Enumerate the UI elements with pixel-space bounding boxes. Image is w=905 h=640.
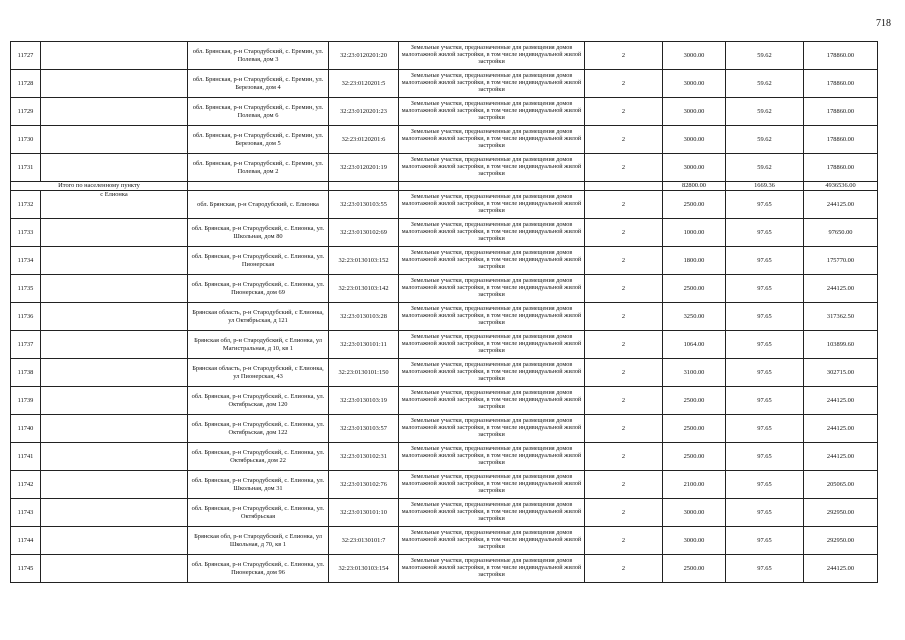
row-number: 11738	[11, 359, 41, 387]
cadastral-number-cell: 32:23:0130103:142	[329, 275, 399, 303]
address-cell: обл. Брянская, р-н Стародубский, с. Еремин, ул. Полевая, дом 2	[188, 154, 329, 182]
specific-value-cell: 97.65	[726, 331, 804, 359]
cadastral-number-cell: 32:23:0130103:55	[329, 191, 399, 219]
cadastral-number-cell: 32:23:0120201:20	[329, 42, 399, 70]
row-number: 11737	[11, 331, 41, 359]
settlement-cell	[41, 331, 188, 359]
row-number: 11735	[11, 275, 41, 303]
row-number: 11731	[11, 154, 41, 182]
settlement-cell	[41, 42, 188, 70]
settlement-cell	[41, 98, 188, 126]
table-row	[11, 98, 878, 126]
cadastral-value-cell: 175770.00	[804, 247, 878, 275]
group-code-cell: 2	[585, 471, 663, 499]
address-cell: обл. Брянская, р-н Стародубский, с. Елионка, ул. Октябрьская, дом 122	[188, 415, 329, 443]
table-row	[11, 275, 878, 303]
land-purpose-cell: Земельные участки, предназначенные для размещения домов малоэтажной жилой застройки, в том числе индивидуальной жилой застройки	[399, 555, 585, 583]
cadastral-value-cell: 178860.00	[804, 98, 878, 126]
settlement-cell	[41, 387, 188, 415]
specific-value-cell: 59.62	[726, 70, 804, 98]
cadastral-number-cell: 32:23:0130103:57	[329, 415, 399, 443]
settlement-cell	[41, 471, 188, 499]
group-code-cell: 2	[585, 42, 663, 70]
table-row	[11, 154, 878, 182]
address-cell: Брянская область, р-н Стародубский, с Елионка, ул Октябрьская, д 121	[188, 303, 329, 331]
table-row	[11, 471, 878, 499]
table-row	[11, 387, 878, 415]
table-row	[11, 555, 878, 583]
cadastral-number-cell: 32:23:0130101:7	[329, 527, 399, 555]
group-code-cell: 2	[585, 275, 663, 303]
settlement-cell	[41, 154, 188, 182]
cadastral-value-cell: 317362.50	[804, 303, 878, 331]
row-number: 11736	[11, 303, 41, 331]
settlement-cell	[41, 499, 188, 527]
cadastral-value-cell: 292950.00	[804, 527, 878, 555]
specific-value-cell: 97.65	[726, 275, 804, 303]
cadastral-number-cell: 32:23:0130101:10	[329, 499, 399, 527]
table-row	[11, 70, 878, 98]
row-number: 11729	[11, 98, 41, 126]
row-number: 11728	[11, 70, 41, 98]
group-code-cell: 2	[585, 70, 663, 98]
table-row	[11, 219, 878, 247]
group-code-cell: 2	[585, 98, 663, 126]
row-number: 11743	[11, 499, 41, 527]
address-cell: обл. Брянская, р-н Стародубский, с. Елионка, ул. Школьная, дом 80	[188, 219, 329, 247]
specific-value-cell: 97.65	[726, 191, 804, 219]
specific-value-cell: 59.62	[726, 154, 804, 182]
address-cell: обл. Брянская, р-н Стародубский, с. Елионка, ул. Октябрьская	[188, 499, 329, 527]
table-row	[11, 415, 878, 443]
specific-value-cell: 97.65	[726, 247, 804, 275]
specific-value-cell: 59.62	[726, 42, 804, 70]
cadastral-value-cell: 178860.00	[804, 154, 878, 182]
land-purpose-cell: Земельные участки, предназначенные для размещения домов малоэтажной жилой застройки, в том числе индивидуальной жилой застройки	[399, 471, 585, 499]
address-cell: обл. Брянская, р-н Стародубский, с. Елионка, ул. Пионерская	[188, 247, 329, 275]
group-code-cell: 2	[585, 191, 663, 219]
land-purpose-cell: Земельные участки, предназначенные для размещения домов малоэтажной жилой застройки, в том числе индивидуальной жилой застройки	[399, 98, 585, 126]
cadastral-number-cell: 32:23:0120201:19	[329, 154, 399, 182]
table-row	[11, 359, 878, 387]
specific-value-cell: 97.65	[726, 471, 804, 499]
cadastral-value-cell: 205065.00	[804, 471, 878, 499]
specific-value-cell: 97.65	[726, 555, 804, 583]
area-cell: 2500.00	[663, 387, 726, 415]
table-row	[11, 126, 878, 154]
specific-value-cell: 97.65	[726, 527, 804, 555]
cadastral-value-cell: 178860.00	[804, 70, 878, 98]
cadastral-value-cell: 292950.00	[804, 499, 878, 527]
registry-summary	[11, 182, 878, 191]
cadastral-number-cell: 32:23:0130103:28	[329, 303, 399, 331]
cadastral-value-cell: 178860.00	[804, 42, 878, 70]
land-purpose-cell: Земельные участки, предназначенные для размещения домов малоэтажной жилой застройки, в том числе индивидуальной жилой застройки	[399, 191, 585, 219]
area-cell: 3000.00	[663, 98, 726, 126]
address-cell: обл. Брянская, р-н Стародубский, с. Елионка, ул. Октябрьская, дом 120	[188, 387, 329, 415]
area-cell: 1064.00	[663, 331, 726, 359]
cadastral-number-cell: 32:23:0130101:150	[329, 359, 399, 387]
settlement-cell	[41, 443, 188, 471]
settlement-cell	[41, 247, 188, 275]
area-cell: 2500.00	[663, 443, 726, 471]
total-area: 82800.00	[663, 182, 726, 191]
group-code-cell: 2	[585, 303, 663, 331]
total-row	[11, 182, 878, 191]
area-cell: 2500.00	[663, 275, 726, 303]
group-code-cell: 2	[585, 331, 663, 359]
land-purpose-cell: Земельные участки, предназначенные для размещения домов малоэтажной жилой застройки, в том числе индивидуальной жилой застройки	[399, 527, 585, 555]
row-number: 11733	[11, 219, 41, 247]
land-purpose-cell: Земельные участки, предназначенные для размещения домов малоэтажной жилой застройки, в том числе индивидуальной жилой застройки	[399, 443, 585, 471]
cadastral-value-cell: 244125.00	[804, 191, 878, 219]
area-cell: 1000.00	[663, 219, 726, 247]
address-cell: обл. Брянская, р-н Стародубский, с. Елионка, ул. Школьная, дом 31	[188, 471, 329, 499]
area-cell: 3250.00	[663, 303, 726, 331]
land-purpose-cell: Земельные участки, предназначенные для размещения домов малоэтажной жилой застройки, в том числе индивидуальной жилой застройки	[399, 247, 585, 275]
area-cell: 1800.00	[663, 247, 726, 275]
address-cell: Брянская обл, р-н Стародубский, с Елионка, ул Магистральная, д 10, кв 1	[188, 331, 329, 359]
specific-value-cell: 97.65	[726, 443, 804, 471]
cadastral-number-cell: 32:23:0130101:11	[329, 331, 399, 359]
settlement-cell	[41, 70, 188, 98]
row-number: 11741	[11, 443, 41, 471]
area-cell: 2100.00	[663, 471, 726, 499]
group-code-cell: 2	[585, 126, 663, 154]
row-number: 11730	[11, 126, 41, 154]
table-row	[11, 527, 878, 555]
area-cell: 3000.00	[663, 154, 726, 182]
area-cell: 3000.00	[663, 70, 726, 98]
settlement-cell	[41, 527, 188, 555]
table-row	[11, 443, 878, 471]
group-code-cell: 2	[585, 387, 663, 415]
cadastral-value-cell: 244125.00	[804, 555, 878, 583]
specific-value-cell: 59.62	[726, 98, 804, 126]
registry-rows-after-total	[11, 191, 878, 583]
row-number: 11744	[11, 527, 41, 555]
group-code-cell: 2	[585, 359, 663, 387]
land-purpose-cell: Земельные участки, предназначенные для размещения домов малоэтажной жилой застройки, в том числе индивидуальной жилой застройки	[399, 359, 585, 387]
row-number: 11740	[11, 415, 41, 443]
total-rate: 1669.36	[726, 182, 804, 191]
cadastral-number-cell: 32:23:0130102:76	[329, 471, 399, 499]
group-code-cell: 2	[585, 154, 663, 182]
cadastral-value-cell: 97650.00	[804, 219, 878, 247]
specific-value-cell: 97.65	[726, 387, 804, 415]
table-row	[11, 331, 878, 359]
specific-value-cell: 97.65	[726, 303, 804, 331]
area-cell: 3000.00	[663, 126, 726, 154]
cadastral-value-cell: 302715.00	[804, 359, 878, 387]
address-cell: обл. Брянская, р-н Стародубский, с. Еремин, ул. Березовая, дом 5	[188, 126, 329, 154]
cadastral-value-cell: 244125.00	[804, 387, 878, 415]
area-cell: 3000.00	[663, 527, 726, 555]
land-purpose-cell: Земельные участки, предназначенные для размещения домов малоэтажной жилой застройки, в том числе индивидуальной жилой застройки	[399, 303, 585, 331]
table-row	[11, 499, 878, 527]
total-label: Итого по населенному пункту	[11, 182, 188, 191]
cadastral-value-cell: 103899.60	[804, 331, 878, 359]
area-cell: 2500.00	[663, 555, 726, 583]
row-number: 11734	[11, 247, 41, 275]
cadastral-value-cell: 244125.00	[804, 443, 878, 471]
settlement-cell	[41, 415, 188, 443]
registry-rows-before-total	[11, 42, 878, 182]
area-cell: 3100.00	[663, 359, 726, 387]
specific-value-cell: 97.65	[726, 219, 804, 247]
cadastral-number-cell: 32:23:0130102:31	[329, 443, 399, 471]
specific-value-cell: 97.65	[726, 415, 804, 443]
specific-value-cell: 97.65	[726, 499, 804, 527]
page-number: 718	[876, 18, 891, 29]
land-purpose-cell: Земельные участки, предназначенные для размещения домов малоэтажной жилой застройки, в том числе индивидуальной жилой застройки	[399, 42, 585, 70]
area-cell: 2500.00	[663, 415, 726, 443]
cadastral-number-cell: 32:23:0120201:5	[329, 70, 399, 98]
group-code-cell: 2	[585, 247, 663, 275]
settlement-label: с Елионка	[41, 191, 188, 219]
table-row	[11, 303, 878, 331]
row-number: 11727	[11, 42, 41, 70]
cadastral-number-cell: 32:23:0130103:19	[329, 387, 399, 415]
group-code-cell: 2	[585, 443, 663, 471]
cadastral-value-cell: 244125.00	[804, 415, 878, 443]
specific-value-cell: 97.65	[726, 359, 804, 387]
land-purpose-cell: Земельные участки, предназначенные для размещения домов малоэтажной жилой застройки, в том числе индивидуальной жилой застройки	[399, 415, 585, 443]
row-number: 11739	[11, 387, 41, 415]
group-code-cell: 2	[585, 499, 663, 527]
land-purpose-cell: Земельные участки, предназначенные для размещения домов малоэтажной жилой застройки, в том числе индивидуальной жилой застройки	[399, 154, 585, 182]
row-number: 11745	[11, 555, 41, 583]
cadastral-number-cell: 32:23:0130103:154	[329, 555, 399, 583]
total-value: 4936536.00	[804, 182, 878, 191]
settlement-cell	[41, 359, 188, 387]
address-cell: обл. Брянская, р-н Стародубский, с. Елионка, ул. Пионерская, дом 96	[188, 555, 329, 583]
address-cell: Брянская обл, р-н Стародубский, с Елионка, ул Школьная, д 70, кв 1	[188, 527, 329, 555]
land-registry-table	[10, 41, 878, 583]
area-cell: 3000.00	[663, 499, 726, 527]
settlement-cell	[41, 275, 188, 303]
address-cell: обл. Брянская, р-н Стародубский, с. Елионка, ул. Пионерская, дом 69	[188, 275, 329, 303]
cadastral-number-cell: 32:23:0120201:6	[329, 126, 399, 154]
cadastral-number-cell: 32:23:0120201:23	[329, 98, 399, 126]
address-cell: обл. Брянская, р-н Стародубский, с. Еремин, ул. Полевая, дом 3	[188, 42, 329, 70]
area-cell: 2500.00	[663, 191, 726, 219]
land-purpose-cell: Земельные участки, предназначенные для размещения домов малоэтажной жилой застройки, в том числе индивидуальной жилой застройки	[399, 219, 585, 247]
address-cell: обл. Брянская, р-н Стародубский, с. Елионка	[188, 191, 329, 219]
cadastral-value-cell: 178860.00	[804, 126, 878, 154]
table-row	[11, 247, 878, 275]
settlement-cell	[41, 303, 188, 331]
cadastral-value-cell: 244125.00	[804, 275, 878, 303]
table-row	[11, 42, 878, 70]
cadastral-number-cell: 32:23:0130102:69	[329, 219, 399, 247]
area-cell: 3000.00	[663, 42, 726, 70]
land-purpose-cell: Земельные участки, предназначенные для размещения домов малоэтажной жилой застройки, в том числе индивидуальной жилой застройки	[399, 387, 585, 415]
address-cell: обл. Брянская, р-н Стародубский, с. Еремин, ул. Березовая, дом 4	[188, 70, 329, 98]
land-purpose-cell: Земельные участки, предназначенные для размещения домов малоэтажной жилой застройки, в том числе индивидуальной жилой застройки	[399, 275, 585, 303]
land-purpose-cell: Земельные участки, предназначенные для размещения домов малоэтажной жилой застройки, в том числе индивидуальной жилой застройки	[399, 126, 585, 154]
address-cell: обл. Брянская, р-н Стародубский, с. Еремин, ул. Полевая, дом 6	[188, 98, 329, 126]
cadastral-number-cell: 32:23:0130103:152	[329, 247, 399, 275]
settlement-cell	[41, 219, 188, 247]
group-code-cell: 2	[585, 415, 663, 443]
table-row	[11, 191, 878, 219]
settlement-cell	[41, 126, 188, 154]
row-number: 11742	[11, 471, 41, 499]
land-purpose-cell: Земельные участки, предназначенные для размещения домов малоэтажной жилой застройки, в том числе индивидуальной жилой застройки	[399, 499, 585, 527]
group-code-cell: 2	[585, 527, 663, 555]
group-code-cell: 2	[585, 219, 663, 247]
address-cell: обл. Брянская, р-н Стародубский, с. Елионка, ул. Октябрьская, дом 22	[188, 443, 329, 471]
specific-value-cell: 59.62	[726, 126, 804, 154]
group-code-cell: 2	[585, 555, 663, 583]
land-purpose-cell: Земельные участки, предназначенные для размещения домов малоэтажной жилой застройки, в том числе индивидуальной жилой застройки	[399, 331, 585, 359]
row-number: 11732	[11, 191, 41, 219]
land-purpose-cell: Земельные участки, предназначенные для размещения домов малоэтажной жилой застройки, в том числе индивидуальной жилой застройки	[399, 70, 585, 98]
settlement-cell	[41, 555, 188, 583]
address-cell: Брянская область, р-н Стародубский, с Елионка, ул Пионерская, 43	[188, 359, 329, 387]
